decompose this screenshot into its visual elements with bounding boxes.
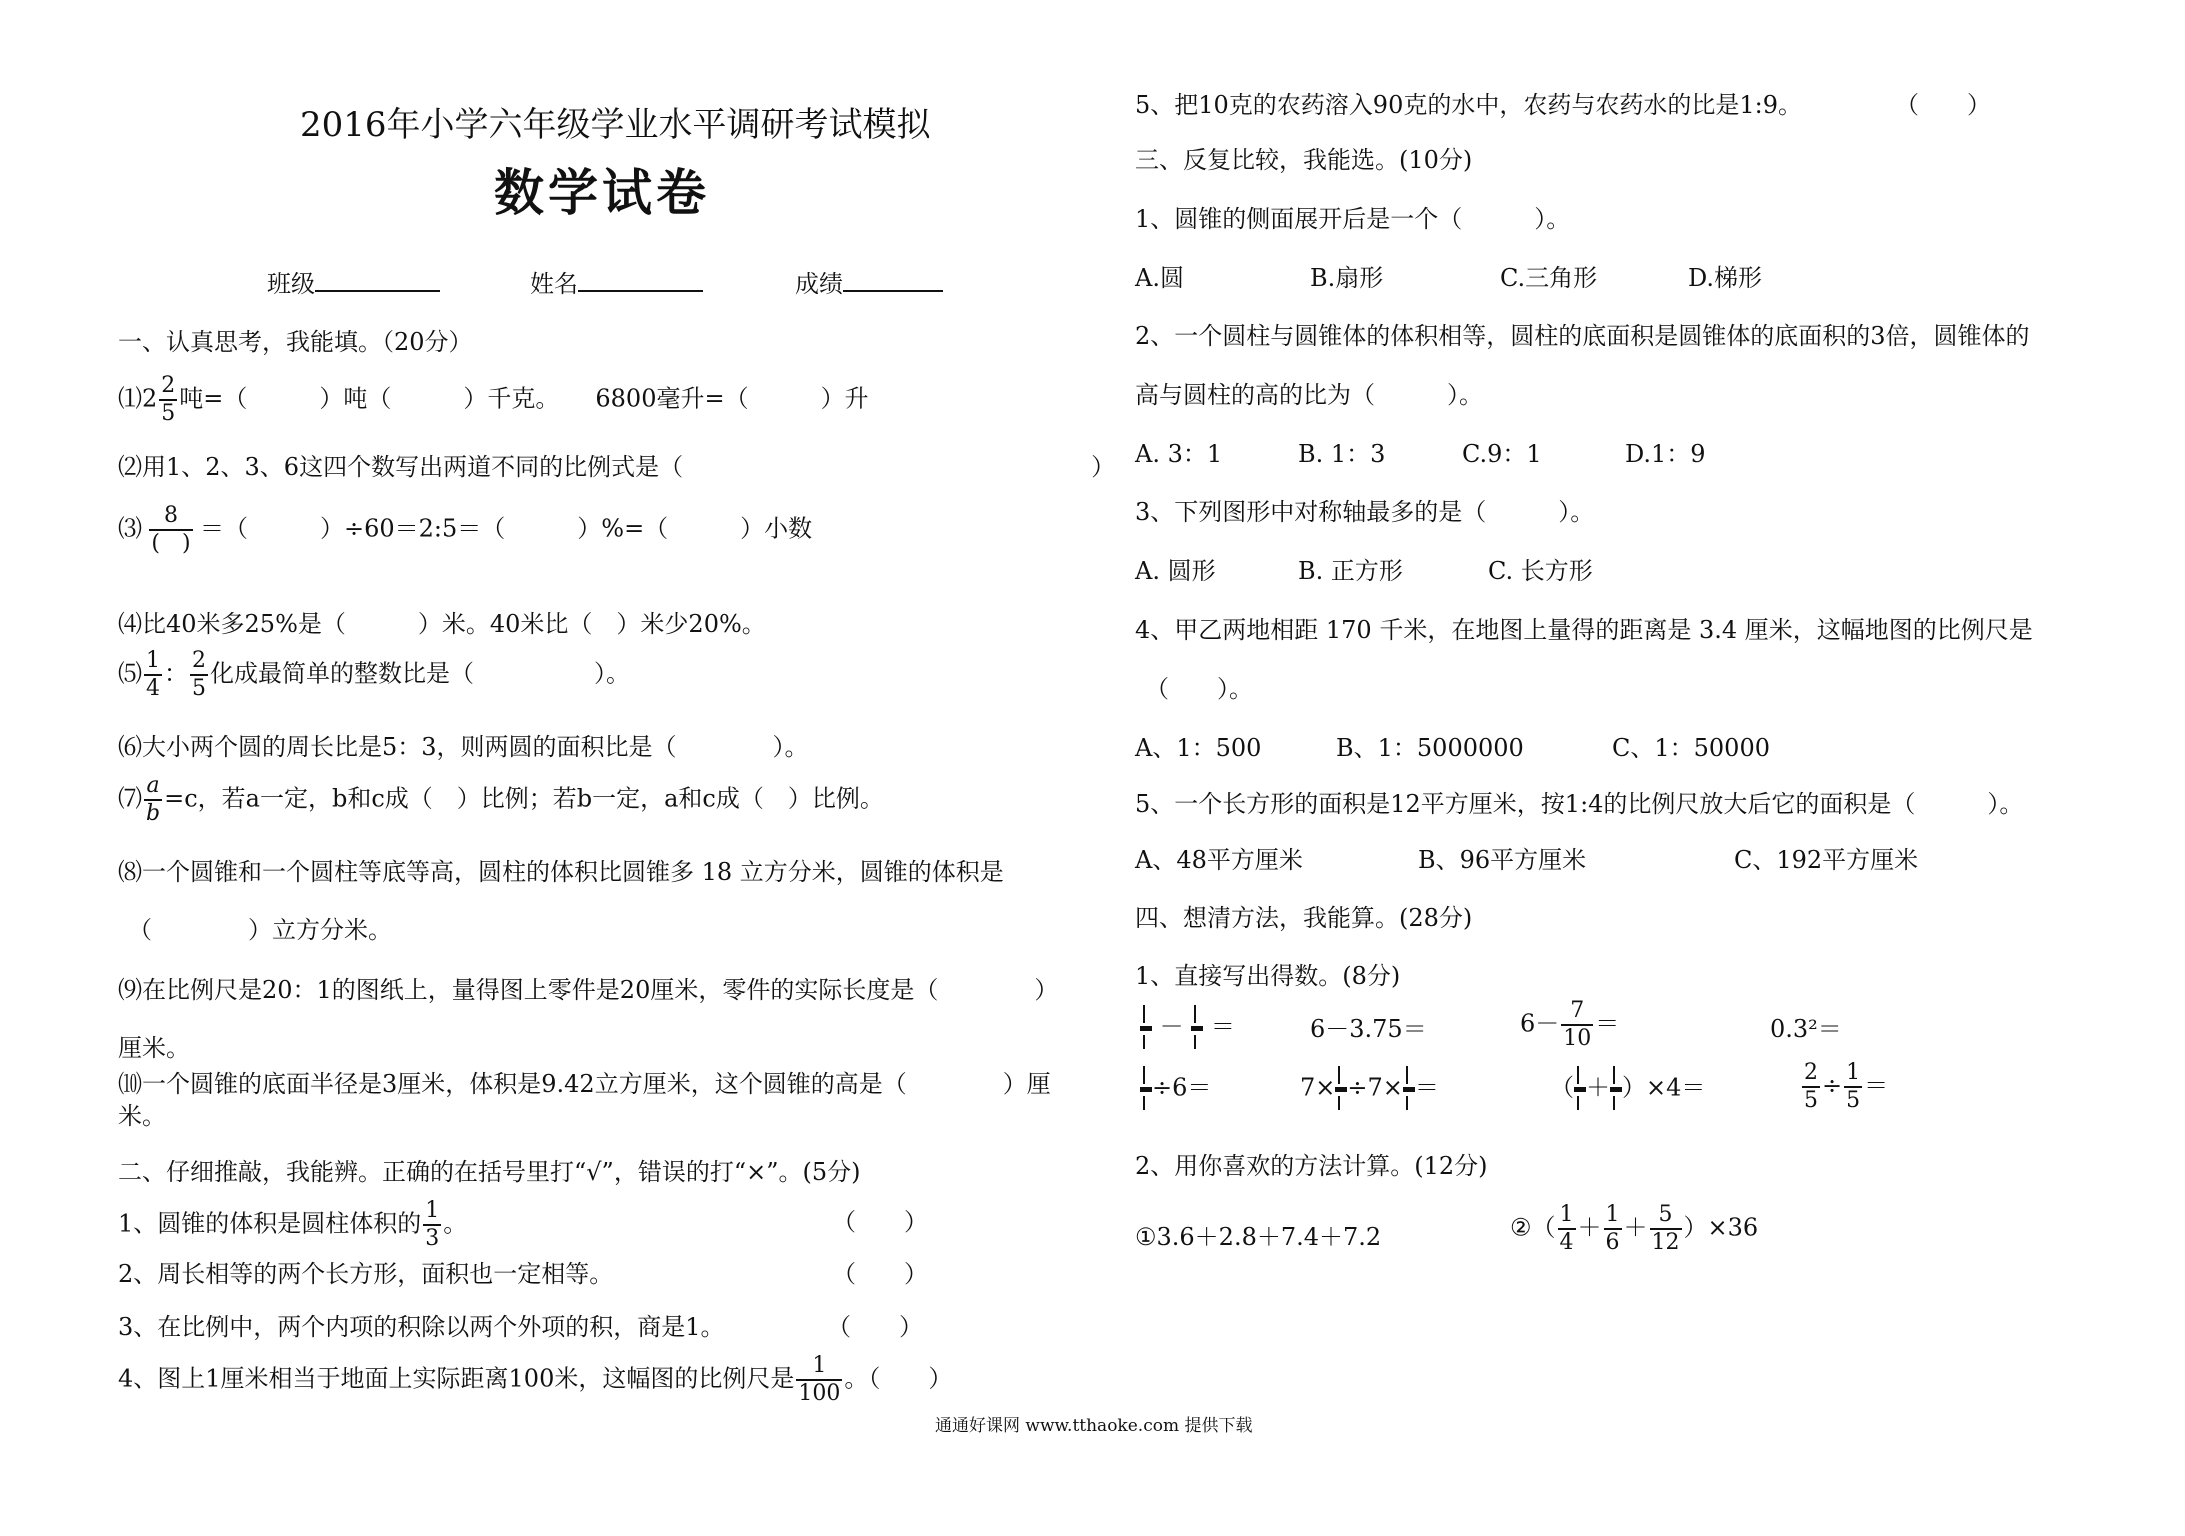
s3-q4-option-b: B、1：5000000	[1336, 734, 1524, 762]
s1-q6: ⑹大小两个圆的周长比是5：3，则两圆的面积比是（ ）。	[118, 733, 809, 761]
s3-q2-option-b: B. 1：3	[1298, 440, 1386, 468]
fraction: $\frac{1}{4}$	[146, 648, 160, 701]
fraction: $\frac{1}{4}$	[1559, 1202, 1574, 1255]
s1-q9-line1: ⑼在比例尺是20：1的图纸上，量得图上零件是20厘米，零件的实际长度是（ ）	[118, 976, 1059, 1004]
s1-q4: ⑷比40米多25%是（ ）米。40米比（ ）米少20%。	[118, 610, 766, 638]
fraction-placeholder	[1335, 1066, 1347, 1112]
s2-q1-paren: （ ）	[832, 1208, 928, 1236]
section-4-heading: 四、想清方法，我能算。(28分)	[1135, 904, 1473, 932]
s2-q5-paren: （ ）	[1895, 91, 1991, 119]
fraction: $\frac{a}{b}$	[146, 773, 161, 826]
s2-q5: 5、把10克的农药溶入90克的水中，农药与农药水的比是1:9。	[1135, 91, 1802, 119]
s3-q4-option-a: A、1：500	[1135, 734, 1262, 762]
s3-q3-option-a: A. 圆形	[1135, 557, 1216, 585]
s2-q2: 2、周长相等的两个长方形，面积也一定相等。	[118, 1260, 614, 1288]
exam-title: 2016年小学六年级学业水平调研考试模拟	[300, 105, 931, 145]
fraction-placeholder	[1191, 1005, 1203, 1051]
s1-q2: ⑵用1、2、3、6这四个数写出两道不同的比例式是（ ）	[118, 453, 1116, 481]
s3-q2-line1: 2、一个圆柱与圆锥体的体积相等，圆柱的底面积是圆锥体的底面积的3倍，圆锥体的	[1135, 322, 2030, 350]
section-1-heading: 一、认真思考，我能填。（20分）	[118, 328, 473, 356]
s3-q5-option-b: B、96平方厘米	[1418, 846, 1587, 874]
fraction-placeholder	[1140, 1066, 1152, 1112]
calc-2: 6－3.75＝	[1310, 1015, 1427, 1043]
s4-sub2: 2、用你喜欢的方法计算。(12分)	[1135, 1152, 1488, 1180]
s3-q1-option-d: D.梯形	[1688, 264, 1763, 292]
section-3-heading: 三、反复比较，我能选。(10分)	[1135, 146, 1473, 174]
score-field	[795, 272, 943, 296]
s2-q3: 3、在比例中，两个内项的积除以两个外项的积，商是1。	[118, 1313, 725, 1341]
s3-q1: 1、圆锥的侧面展开后是一个（ ）。	[1135, 205, 1571, 233]
s3-q3: 3、下列图形中对称轴最多的是（ ）。	[1135, 498, 1595, 526]
class-field	[267, 272, 440, 296]
s3-q1-option-a: A.圆	[1135, 264, 1184, 292]
expression-1: ①3.6＋2.8＋7.4＋7.2	[1135, 1223, 1382, 1251]
s2-q4: 4、图上1厘米相当于地面上实际距离100米，这幅图的比例尺是 $\frac{1}{100}$ 。（ ）	[118, 1353, 953, 1406]
s3-q2-option-a: A. 3：1	[1135, 440, 1223, 468]
s3-q2-line2: 高与圆柱的高的比为（ ）。	[1135, 381, 1483, 409]
fraction-placeholder	[1574, 1066, 1586, 1112]
s1-q3: ⑶ $\frac{8}{( )}$ ＝（ ）÷60＝2:5＝（ ）%=（ ）小数	[118, 503, 813, 556]
s3-q1-option-b: B.扇形	[1310, 264, 1384, 292]
calc-8: $\frac{2}{5}$ ÷ $\frac{1}{5}$ ＝	[1804, 1060, 1889, 1113]
s1-q7: ⑺ $\frac{a}{b}$ =c，若a一定，b和c成（ ）比例；若b一定，a和c成（ ）比例。	[118, 773, 884, 826]
s3-q5-option-c: C、192平方厘米	[1734, 846, 1919, 874]
s3-q2-option-c: C.9：1	[1462, 440, 1542, 468]
s1-q5: ⑸ $\frac{1}{4}$ ： $\frac{2}{5}$ 化成最简单的整数比是（ ）。	[118, 648, 630, 701]
s3-q2-option-d: D.1：9	[1625, 440, 1706, 468]
class-label: 班级	[267, 270, 315, 298]
s1-q10-line2: 米。	[118, 1102, 166, 1130]
score-blank	[843, 290, 943, 292]
score-label: 成绩	[795, 270, 843, 298]
s2-q3-paren: （ ）	[827, 1313, 923, 1341]
footer-note: 通通好课网 www.tthaoke.com 提供下载	[935, 1416, 1253, 1436]
fraction: $\frac{5}{12}$	[1651, 1202, 1680, 1255]
s2-q2-paren: （ ）	[832, 1260, 928, 1288]
s2-q1: 1、圆锥的体积是圆柱体积的 $\frac{1}{3}$ 。	[118, 1198, 468, 1251]
fraction: $\frac{1}{5}$	[1846, 1060, 1861, 1113]
fraction: $\frac{1}{6}$	[1605, 1202, 1620, 1255]
s1-q1: ⑴2 $\frac{2}{5}$ 吨=（ ）吨（ ）千克。 6800毫升=（ ）升	[118, 373, 869, 426]
s1-q8-line1: ⑻一个圆锥和一个圆柱等底等高，圆柱的体积比圆锥多 18 立方分米，圆锥的体积是	[118, 858, 1004, 886]
s3-q4-line1: 4、甲乙两地相距 170 千米，在地图上量得的距离是 3.4 厘米，这幅地图的比例尺是	[1135, 616, 2033, 644]
fraction-placeholder	[1140, 1005, 1152, 1051]
exam-subtitle: 数学试卷	[494, 164, 710, 222]
name-field	[530, 272, 703, 296]
s1-q9-line2: 厘米。	[118, 1034, 190, 1062]
class-blank	[315, 290, 440, 292]
fraction: $\frac{8}{( )}$	[151, 503, 191, 556]
s1-q10-line1: ⑽一个圆锥的底面半径是3厘米，体积是9.42立方厘米，这个圆锥的高是（ ）厘	[118, 1070, 1051, 1098]
fraction: $\frac{2}{5}$	[192, 648, 206, 701]
name-label: 姓名	[530, 270, 578, 298]
calc-7: （ ＋ ）×4＝	[1550, 1066, 1705, 1112]
s4-sub1: 1、直接写出得数。(8分)	[1135, 962, 1401, 990]
name-blank	[578, 290, 703, 292]
calc-6: 7× ÷7× ＝	[1300, 1066, 1439, 1112]
fraction: $\frac{1}{100}$	[798, 1353, 841, 1406]
fraction: $\frac{1}{3}$	[425, 1198, 440, 1251]
expression-2: ②（ $\frac{1}{4}$ ＋ $\frac{1}{6}$ ＋ $\frac{5}{12}$ ）×36	[1510, 1202, 1759, 1255]
s3-q4-option-c: C、1：50000	[1612, 734, 1770, 762]
fraction-placeholder	[1403, 1066, 1415, 1112]
fraction: $\frac{2}{5}$	[1804, 1060, 1818, 1113]
calc-4: 0.3²＝	[1770, 1015, 1842, 1043]
section-2-heading: 二、仔细推敲，我能辨。正确的在括号里打“√”，错误的打“×”。(5分)	[118, 1158, 861, 1186]
s3-q3-option-c: C. 长方形	[1488, 557, 1593, 585]
fraction-placeholder	[1610, 1066, 1622, 1112]
s3-q5-option-a: A、48平方厘米	[1135, 846, 1303, 874]
s3-q4-line2: （ ）。	[1145, 675, 1253, 703]
fraction: $\frac{7}{10}$	[1563, 998, 1592, 1051]
calc-1: － ＝	[1140, 1005, 1235, 1051]
s3-q3-option-b: B. 正方形	[1298, 557, 1403, 585]
s3-q1-option-c: C.三角形	[1500, 264, 1598, 292]
s3-q5: 5、一个长方形的面积是12平方厘米，按1:4的比例尺放大后它的面积是（ ）。	[1135, 790, 2024, 818]
fraction: $\frac{2}{5}$	[161, 373, 176, 426]
s1-q8-line2: （ ）立方分米。	[128, 916, 392, 944]
calc-5: ÷6＝	[1140, 1066, 1211, 1112]
calc-3: 6－ $\frac{7}{10}$ ＝	[1520, 998, 1620, 1051]
